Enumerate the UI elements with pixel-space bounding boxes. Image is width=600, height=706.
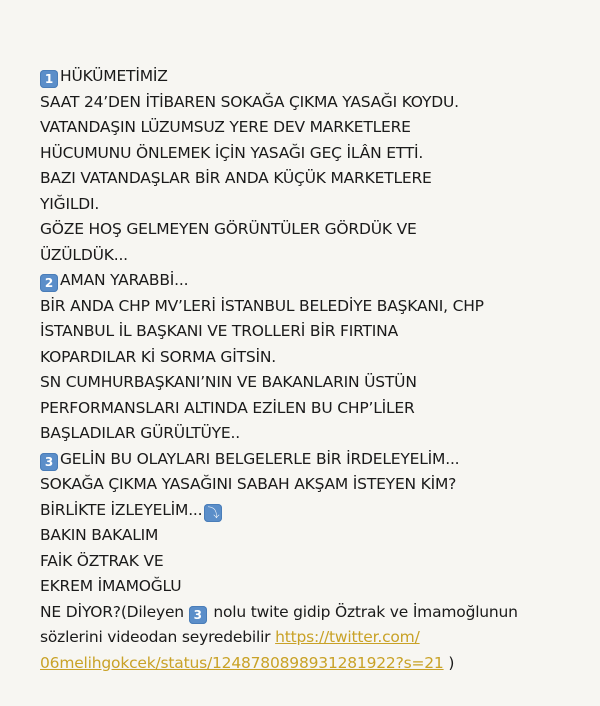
keycap-3-icon: 3 — [40, 453, 58, 471]
say-line — [40, 600, 580, 626]
text-line: PERFORMANSLARI ALTINDA EZİLEN BU CHP’LİLER — [40, 398, 415, 417]
text-line: SOKAĞA ÇIKMA YASAĞINI SABAH AKŞAM İSTEYEN KİM? — [40, 475, 457, 493]
tweet-link-part-2[interactable]: 06melihgokcek/status/1248780898931281922?s=21 — [40, 653, 444, 672]
link-line — [40, 651, 580, 677]
text-line: HÜCUMUNU ÖNLEMEK İÇİN YASAĞI GEÇ İLÂN ETTİ. — [40, 143, 424, 162]
keycap-2-icon: 2 — [40, 274, 58, 292]
text-line: İSTANBUL İL BAŞKANI VE TROLLERİ BİR FIRTINA — [40, 322, 398, 340]
text-line: BAKIN BAKALIM — [40, 526, 159, 544]
text-line: YIĞILDI. — [40, 194, 100, 213]
text-line: FAİK ÖZTRAK VE — [40, 551, 164, 570]
text-line: BİR ANDA CHP MV’LERİ İSTANBUL BELEDİYE BAŞKANI, CHP — [40, 296, 484, 315]
text-line: GÖZE HOŞ GELMEYEN GÖRÜNTÜLER GÖRDÜK VE — [40, 220, 417, 238]
heading-text: AMAN YARABBİ... — [60, 271, 189, 289]
heading-text: HÜKÜMETİMİZ — [60, 67, 168, 85]
arrow-down-right-icon: ⤵ — [204, 504, 222, 522]
post-text — [40, 64, 580, 676]
video-line — [40, 625, 580, 651]
text-line: KOPARDILAR Kİ SORMA GİTSİN. — [40, 347, 277, 366]
watch-text: BİRLİKTE İZLEYELİM... — [40, 500, 203, 519]
link-close: ) — [443, 653, 455, 672]
tweet-link-part-1[interactable]: https://twitter.com/ — [275, 628, 420, 646]
keycap-3-icon: 3 — [189, 606, 207, 624]
video-prefix: sözlerini videodan seyredebilir — [40, 628, 276, 646]
text-line: SAAT 24’DEN İTİBAREN SOKAĞA ÇIKMA YASAĞI KOYDU. — [40, 92, 459, 111]
text-line: BAZI VATANDAŞLAR BİR ANDA KÜÇÜK MARKETLERE — [40, 169, 432, 187]
section-1-heading — [40, 64, 580, 90]
text-line: BAŞLADILAR GÜRÜLTÜYE.. — [40, 424, 240, 442]
text-line: EKREM İMAMOĞLU — [40, 577, 182, 595]
heading-text: GELİN BU OLAYLARI BELGELERLE BİR İRDELEYELİM... — [60, 449, 460, 468]
text-line: SN CUMHURBAŞKANI’NIN VE BAKANLARIN ÜSTÜN — [40, 373, 417, 391]
keycap-1-icon: 1 — [40, 70, 58, 88]
section-3-heading — [40, 447, 580, 473]
text-line: VATANDAŞIN LÜZUMSUZ YERE DEV MARKETLERE — [40, 118, 411, 136]
watch-line — [40, 498, 580, 524]
text-line: ÜZÜLDÜK... — [40, 245, 128, 264]
say-prefix: NE DİYOR?(Dileyen — [40, 602, 189, 621]
say-suffix: nolu twite gidip Öztrak ve İmamoğlunun — [208, 602, 518, 621]
section-2-heading — [40, 268, 580, 294]
